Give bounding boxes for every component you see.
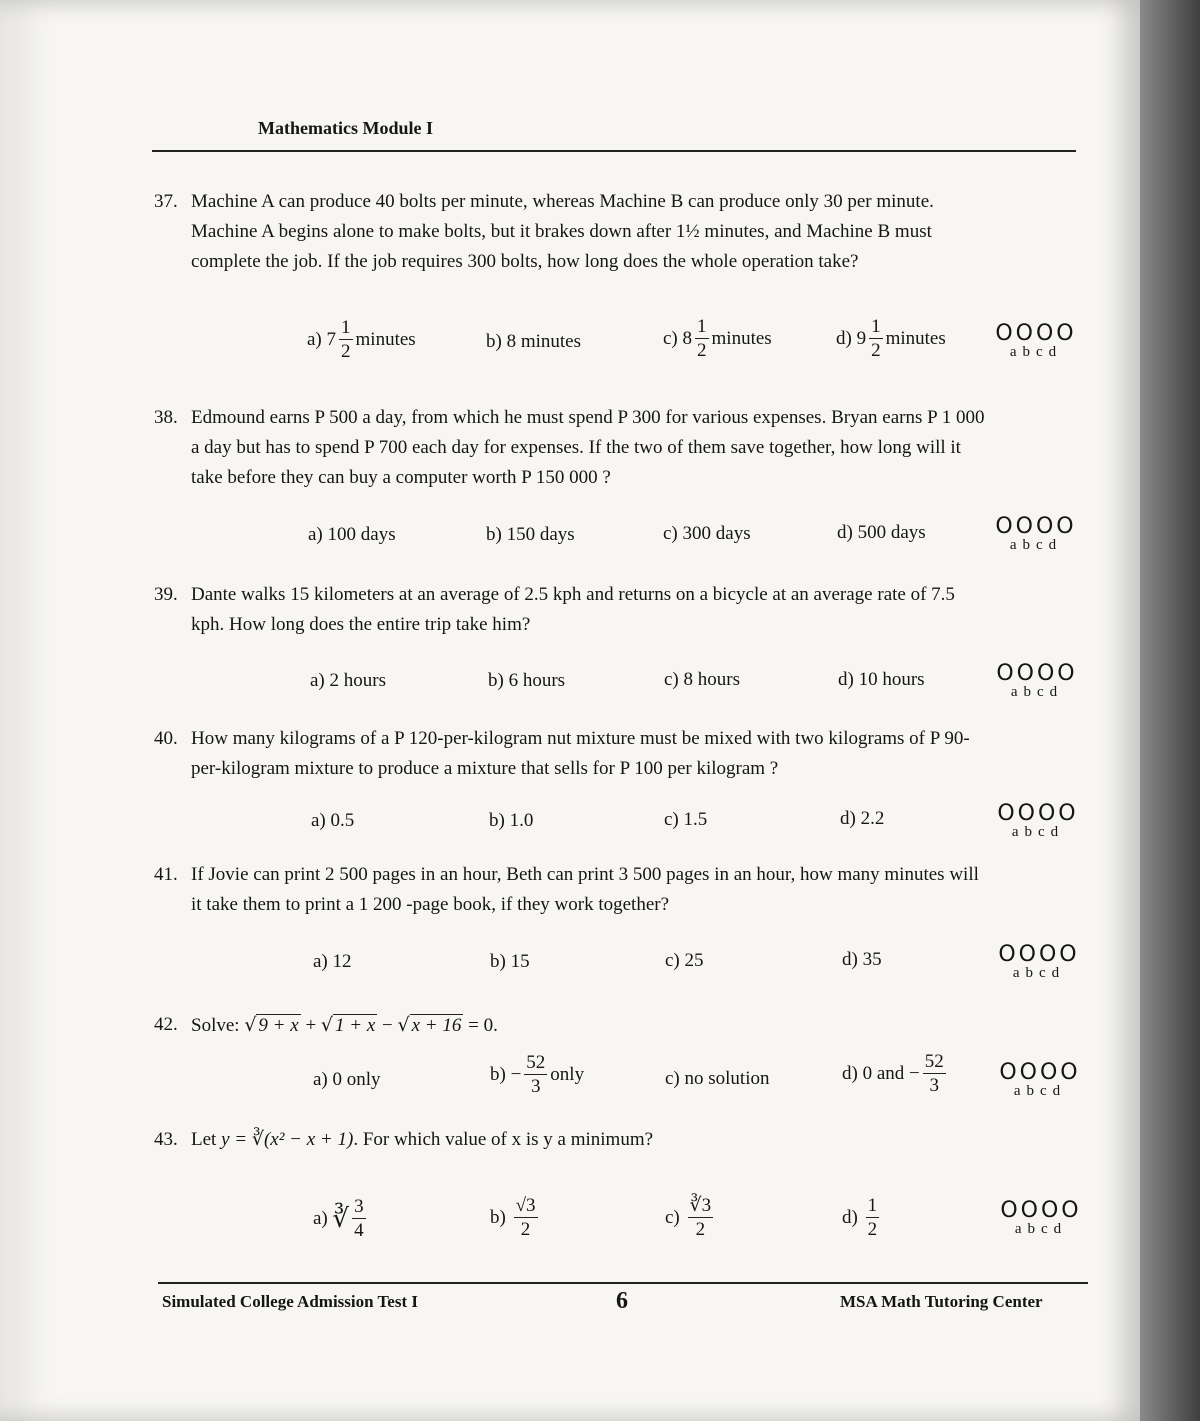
choice-b[interactable]: b) − $\frac{52}{3}$ only xyxy=(490,1052,585,1097)
question-text: How many kilograms of a P 120-per-kilogram nut mixture must be mixed with two kilograms of P 90-per-kilogram mixture to produce a mixture that sells for P 100 per kilogram ? xyxy=(191,728,970,779)
fraction: $\frac{1}{2}$ xyxy=(867,1195,878,1240)
question-40 xyxy=(154,724,989,784)
choice-d[interactable]: d) 35 xyxy=(842,949,882,970)
choice-c[interactable]: c) 8 hours xyxy=(664,669,740,690)
question-number: 43. xyxy=(154,1129,178,1150)
question-39 xyxy=(154,580,989,640)
answer-bubbles[interactable]: OOOO abcd xyxy=(995,321,1077,360)
answer-bubbles[interactable]: OOOO abcd xyxy=(996,661,1078,700)
fraction: $\frac{3}{4}$ xyxy=(354,1196,364,1241)
choice-a[interactable]: a) 2 hours xyxy=(310,670,386,691)
choice-a[interactable]: a) 0.5 xyxy=(311,810,355,831)
choice-a[interactable]: a) 12 xyxy=(313,951,352,972)
choice-b[interactable]: b) 6 hours xyxy=(488,670,566,691)
question-number: 42. xyxy=(154,1014,178,1035)
choice-d[interactable]: d) 0 and − $\frac{52}{3}$ xyxy=(842,1051,944,1096)
answer-bubbles[interactable]: OOOO abcd xyxy=(997,801,1079,840)
choice-b[interactable]: b) $\frac{√3}{2}$ xyxy=(490,1195,536,1240)
choice-c[interactable]: c) 1.5 xyxy=(664,809,708,830)
question-37 xyxy=(154,187,989,277)
choice-a[interactable]: a) 0 only xyxy=(313,1069,381,1090)
book-edge xyxy=(1140,0,1200,1421)
fraction: $\frac{1}{2}$ xyxy=(871,316,881,361)
question-43 xyxy=(154,1125,989,1155)
question-text: Edmound earns P 500 a day, from which he must spend P 300 for various expenses. Bryan earns P 1 000 a day but has to spend P 700 each day for expenses. If the two of them save together, how long will it take before they can buy a computer worth P 150 000 ? xyxy=(191,407,985,488)
choice-c[interactable]: c) no solution xyxy=(665,1068,770,1089)
choice-d[interactable]: d) 2.2 xyxy=(840,808,885,829)
fraction: $\frac{∛3}{2}$ xyxy=(689,1195,712,1240)
question-number: 38. xyxy=(154,407,178,428)
choice-d[interactable]: d) 500 days xyxy=(837,522,926,543)
answer-bubbles[interactable]: OOOO abcd xyxy=(998,942,1080,981)
question-number: 41. xyxy=(154,864,178,885)
choice-d[interactable]: d) 9 $\frac{1}{2}$ minutes xyxy=(836,316,946,361)
choice-b[interactable]: b) 150 days xyxy=(486,524,575,545)
choice-b[interactable]: b) 8 minutes xyxy=(486,331,581,352)
choice-b[interactable]: b) 1.0 xyxy=(489,810,534,831)
fraction: $\frac{1}{2}$ xyxy=(697,316,707,361)
header-rule xyxy=(152,150,1076,152)
answer-bubbles[interactable]: OOOO abcd xyxy=(995,514,1077,553)
footer-left: Simulated College Admission Test I xyxy=(162,1292,418,1311)
fraction: $\frac{1}{2}$ xyxy=(341,317,351,362)
question-text: Let y = ∛(x² − x + 1). For which value of x is y a minimum? xyxy=(191,1129,654,1150)
choice-a[interactable]: a) 7 $\frac{1}{2}$ minutes xyxy=(307,317,416,362)
question-text: Machine A can produce 40 bolts per minute, whereas Machine B can produce only 30 per minute. Machine A begins alone to make bolts, but it brakes down after 1½ minutes, and Machine B must complete the job. If the job requires 300 bolts, how long does the whole operation take? xyxy=(191,191,934,272)
choice-c[interactable]: c) 300 days xyxy=(663,523,751,544)
question-38 xyxy=(154,403,989,493)
choice-d[interactable]: d) $\frac{1}{2}$ xyxy=(842,1195,878,1240)
choice-c[interactable]: c) 8 $\frac{1}{2}$ minutes xyxy=(663,316,772,361)
choice-a[interactable]: a) ∛ $\frac{3}{4}$ xyxy=(313,1196,364,1241)
question-text: Solve: √ 9 + x + √ 1 + x − √ x + 16 = 0. xyxy=(191,1014,498,1036)
choice-d[interactable]: d) 10 hours xyxy=(838,669,925,690)
question-number: 39. xyxy=(154,584,178,605)
answer-bubbles[interactable]: OOOO abcd xyxy=(1000,1198,1082,1237)
question-41 xyxy=(154,860,989,920)
fraction: $\frac{52}{3}$ xyxy=(526,1052,546,1097)
question-42 xyxy=(154,1010,989,1041)
answer-bubbles[interactable]: OOOO abcd xyxy=(999,1060,1081,1099)
choice-b[interactable]: b) 15 xyxy=(490,951,530,972)
page-header-title: Mathematics Module I xyxy=(258,118,433,138)
fraction: $\frac{52}{3}$ xyxy=(924,1051,944,1096)
choice-c[interactable]: c) 25 xyxy=(665,950,704,971)
fraction: $\frac{√3}{2}$ xyxy=(515,1195,536,1240)
footer-right: MSA Math Tutoring Center xyxy=(840,1292,1043,1311)
question-number: 40. xyxy=(154,728,178,749)
question-text: Dante walks 15 kilometers at an average of 2.5 kph and returns on a bicycle at an average rate of 7.5 kph. How long does the entire trip take him? xyxy=(191,584,955,635)
choice-a[interactable]: a) 100 days xyxy=(308,524,396,545)
question-text: If Jovie can print 2 500 pages in an hour, Beth can print 3 500 pages in an hour, how many minutes will it take them to print a 1 200 -page book, if they work together? xyxy=(191,864,979,915)
footer-rule xyxy=(158,1282,1088,1284)
choice-c[interactable]: c) $\frac{∛3}{2}$ xyxy=(665,1195,712,1240)
page-number: 6 xyxy=(616,1288,628,1314)
question-number: 37. xyxy=(154,191,178,212)
